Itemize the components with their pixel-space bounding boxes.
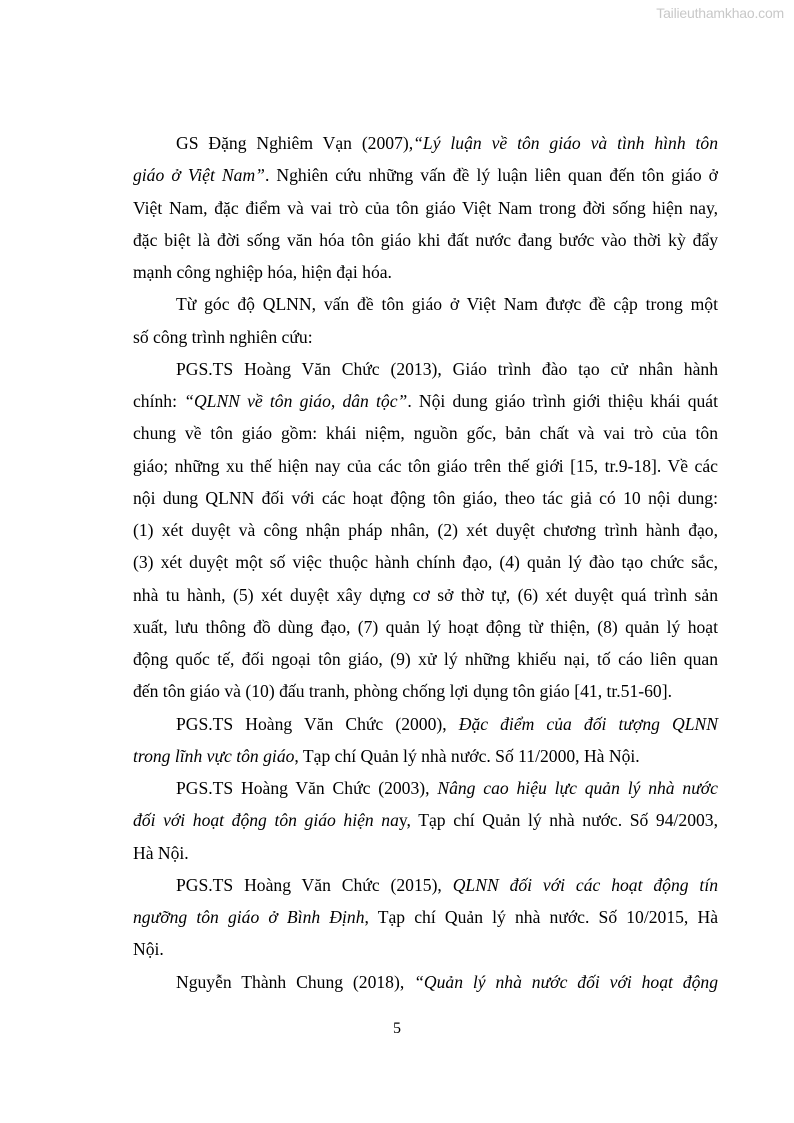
text-line [133,385,718,417]
text: PGS.TS Hoàng Văn Chức (2015), [176,874,453,895]
paragraph [133,708,718,773]
italic-text: QLNN đối với các hoạt động tín [452,874,719,895]
italic-text: Nâng cao hiệu lực quản lý nhà nước [437,778,718,798]
text-line [133,546,718,578]
text: nội dung QLNN đối với các hoạt động tôn giáo, theo tác giả có 10 nội dung: [133,487,718,508]
text: xuất, lưu thông đồ dùng đạo, (7) quản lý hoạt động từ thiện, (8) quản lý hoạt [133,616,718,637]
text-line [133,966,718,998]
text-line [133,482,718,514]
text-line [133,450,718,482]
text-line [133,321,718,353]
text-line [133,740,718,772]
italic-text: đối với hoạt động tôn giáo hiện na [133,810,399,831]
text-line [133,933,718,965]
text-line [133,127,718,159]
text-line [133,708,718,740]
text: Việt Nam, đặc điểm và vai trò của tôn giáo Việt Nam trong đời sống hiện nay, [133,197,718,218]
text-line [133,288,718,320]
text: y, Tạp chí Quản lý nhà nước. Số 94/2003, [398,810,718,831]
italic-text: Đặc điểm của đối tượng QLNN [458,713,718,734]
italic-text: ngưỡng tôn giáo ở Bình Định [133,907,365,927]
text: động quốc tế, đối ngoại tôn giáo, (9) xử lý những khiếu nại, tố cáo liên quan [133,649,718,669]
text-line [133,514,718,546]
text: (1) xét duyệt và công nhận pháp nhân, (2) xét duyệt chương trình hành đạo, [133,520,718,540]
text: Từ góc độ QLNN, vấn đề tôn giáo ở Việt Nam được đề cập trong một [176,294,718,315]
text-line [133,611,718,643]
text: , Tạp chí Quản lý nhà nước. Số 10/2015, Hà [364,907,718,927]
text: PGS.TS Hoàng Văn Chức (2013), Giáo trình đào tạo cử nhân hành [176,358,718,379]
text-line [133,353,718,385]
text-line [133,256,718,288]
page-number: 5 [393,1020,401,1037]
text-line [133,804,718,836]
text: PGS.TS Hoàng Văn Chức (2003), [176,778,438,798]
text: số công trình nghiên cứu: [133,326,313,347]
text: . Nội dung giáo trình giới thiệu khái quát [407,391,718,411]
paragraph [133,288,718,353]
italic-text: ,“Lý luận về tôn giáo và tình hình tôn [408,133,718,153]
text: chung về tôn giáo gồm: khái niệm, nguồn gốc, bản chất và vai trò của tôn [133,423,718,444]
text: mạnh công nghiệp hóa, hiện đại hóa. [133,262,392,282]
text-line [133,417,718,449]
text-line [133,901,718,933]
text: đến tôn giáo và (10) đấu tranh, phòng chống lợi dụng tôn giáo [41, tr.51-60]. [133,681,672,702]
text-line [133,869,718,901]
paragraph [133,353,718,708]
text: Nội. [133,939,164,960]
italic-text: “Quản lý nhà nước đối với hoạt động [414,971,718,992]
paragraph [133,966,718,998]
text: . Nghiên cứu những vấn đề lý luận liên quan đến tôn giáo ở [264,165,718,186]
text: PGS.TS Hoàng Văn Chức (2000), [176,713,459,734]
text: Nguyễn Thành Chung (2018), [176,971,415,992]
paragraph [133,772,718,869]
text: đặc biệt là đời sống văn hóa tôn giáo khi đất nước đang bước vào thời kỳ đẩy [133,229,718,250]
text-line [133,579,718,611]
text: chính: [133,391,185,411]
text: (3) xét duyệt một số việc thuộc hành chính đạo, (4) quản lý đào tạo chức sắc, [133,552,718,573]
text-line [133,675,718,707]
text: giáo; những xu thế hiện nay của các tôn giáo trên thế giới [15, tr.9-18]. Về các [133,455,718,476]
text: nhà tu hành, (5) xét duyệt xây dựng cơ sở thờ tự, (6) xét duyệt quá trình sản [133,584,718,605]
text-line [133,224,718,256]
text-line [133,643,718,675]
text-line [133,837,718,869]
text-line [133,772,718,804]
text: Hà Nội. [133,842,189,863]
italic-text: trong lĩnh vực tôn giáo [133,745,295,766]
text-line [133,192,718,224]
italic-text: giáo ở Việt Nam” [133,165,265,186]
text: , Tạp chí Quản lý nhà nước. Số 11/2000, Hà Nội. [294,745,640,766]
text-line [133,159,718,191]
paragraph [133,127,718,288]
italic-text: “QLNN về tôn giáo, dân tộc” [184,391,408,411]
paragraph [133,869,718,966]
text: GS Đặng Nghiêm Vạn (2007) [176,133,409,153]
document-body [133,127,718,998]
watermark: Tailieuthamkhao.com [656,5,784,21]
